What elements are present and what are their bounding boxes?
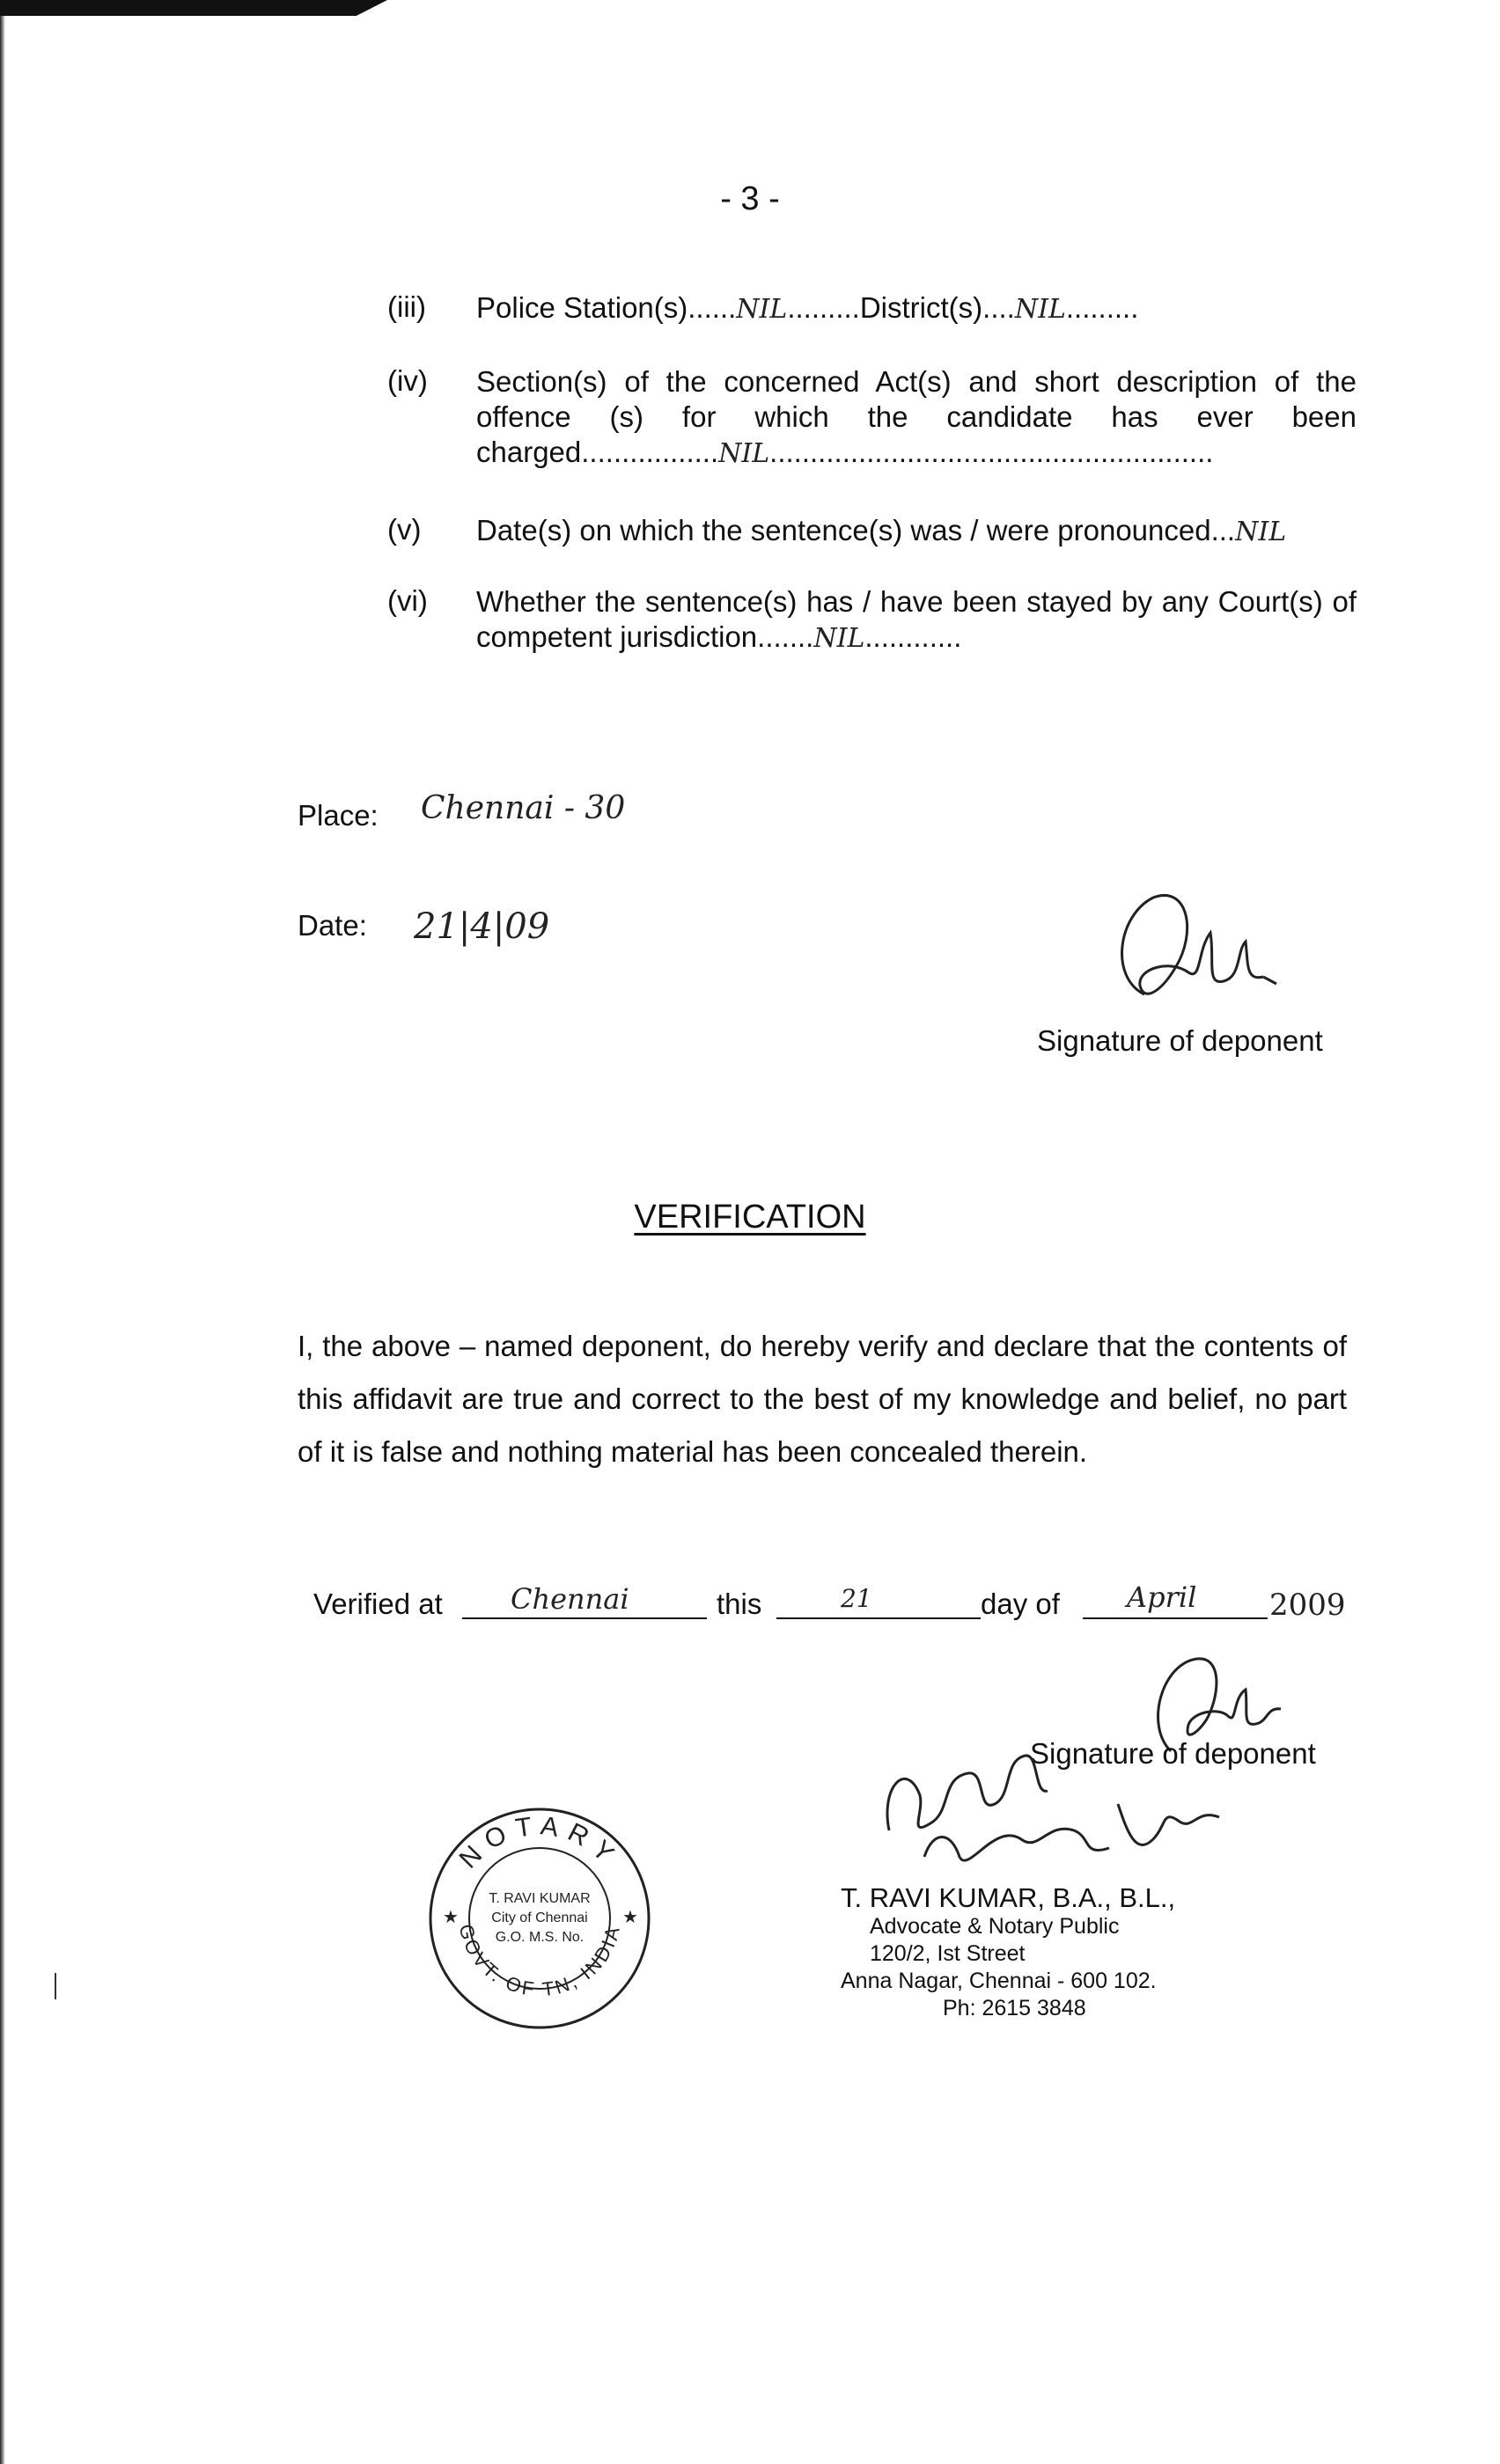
item-number-iii: (iii)	[387, 290, 426, 323]
notary-title: Advocate & Notary Public	[870, 1914, 1120, 1939]
item-text-iii: Police Station(s)......NIL.........District(s)....NIL.........	[476, 291, 1139, 325]
signature-caption-2: Signature of deponent	[1030, 1737, 1316, 1770]
verification-statement: I, the above – named deponent, do hereby verify and declare that the contents of this affidavit are true and correct to the best of my knowledge and belief, no part of it is false and nothing material has been concealed therein.	[298, 1330, 1347, 1468]
scan-mark	[55, 1973, 56, 1999]
day-value: 21	[841, 1584, 872, 1613]
item-iii-label-1: Police Station(s)	[476, 291, 688, 324]
year-value: 2009	[1269, 1588, 1346, 1623]
notary-phone: Ph: 2615 3848	[943, 1996, 1086, 2020]
item-v-value: NIL	[1235, 517, 1287, 547]
this-label: this	[717, 1588, 762, 1620]
day-line	[776, 1617, 981, 1619]
svg-text:T. RAVI KUMAR: T. RAVI KUMAR	[489, 1891, 591, 1906]
svg-text:City of Chennai: City of Chennai	[491, 1910, 588, 1925]
notary-block	[841, 1883, 1175, 2022]
item-iii-label-2: District(s)	[859, 291, 983, 324]
item-v-label: Date(s) on which the sentence(s) was / were pronounced	[476, 514, 1211, 546]
place-label: Place:	[298, 799, 379, 832]
item-text-vi: Whether the sentence(s) has / have been stayed by any Court(s) of competent jurisdiction.......NIL............	[476, 585, 1357, 654]
notary-name: T. RAVI KUMAR, B.A., B.L.,	[841, 1882, 1176, 1913]
item-iii-value-1: NIL	[736, 294, 788, 325]
notary-address-1: 120/2, Ist Street	[870, 1941, 1026, 1966]
item-text-iv: Section(s) of the concerned Act(s) and short description of the offence (s) for which the candidate has ever been charged.................NIL.......................................................	[476, 365, 1357, 469]
item-number-v: (v)	[387, 513, 422, 546]
scan-corner-mark	[0, 0, 387, 16]
place-value: Chennai - 30	[421, 790, 626, 826]
handwritten-signature	[1092, 880, 1285, 1030]
verified-at-label: Verified at	[313, 1588, 443, 1620]
signature-caption-1: Signature of deponent	[1037, 1024, 1323, 1057]
svg-text:★: ★	[622, 1908, 638, 1927]
day-of-label: day of	[981, 1588, 1060, 1620]
item-text-v: Date(s) on which the sentence(s) was / were pronounced...NIL	[476, 514, 1287, 547]
item-number-iv: (iv)	[387, 364, 428, 397]
svg-text:★: ★	[443, 1908, 459, 1927]
verified-at-line	[462, 1617, 707, 1619]
item-vi-value: NIL	[813, 623, 865, 654]
svg-text:GOVT. OF TN, INDIA: GOVT. OF TN, INDIA	[454, 1921, 625, 2001]
svg-text:NOTARY: NOTARY	[453, 1811, 626, 1874]
page-number: - 3 -	[720, 180, 780, 217]
item-iii-value-2: NIL	[1014, 294, 1066, 325]
notary-address-2: Anna Nagar, Chennai - 600 102.	[841, 1969, 1157, 1993]
month-line	[1083, 1617, 1268, 1619]
month-value: April	[1127, 1580, 1197, 1614]
date-value: 21|4|09	[414, 906, 550, 947]
notary-signature-scribble	[871, 1725, 1241, 1883]
item-iv-label: Section(s) of the concerned Act(s) and short description of the offence (s) for which the candidate has ever been charged	[476, 365, 1357, 468]
svg-text:G.O. M.S. No.: G.O. M.S. No.	[495, 1930, 585, 1945]
notary-seal	[425, 1804, 654, 2033]
verified-at-value: Chennai	[511, 1582, 629, 1616]
item-iv-value: NIL	[718, 438, 770, 469]
date-label: Date:	[298, 909, 367, 942]
item-number-vi: (vi)	[387, 584, 428, 617]
item-vi-label: Whether the sentence(s) has / have been stayed by any Court(s) of competent jurisdiction	[476, 585, 1357, 653]
verification-heading: VERIFICATION	[634, 1199, 866, 1236]
